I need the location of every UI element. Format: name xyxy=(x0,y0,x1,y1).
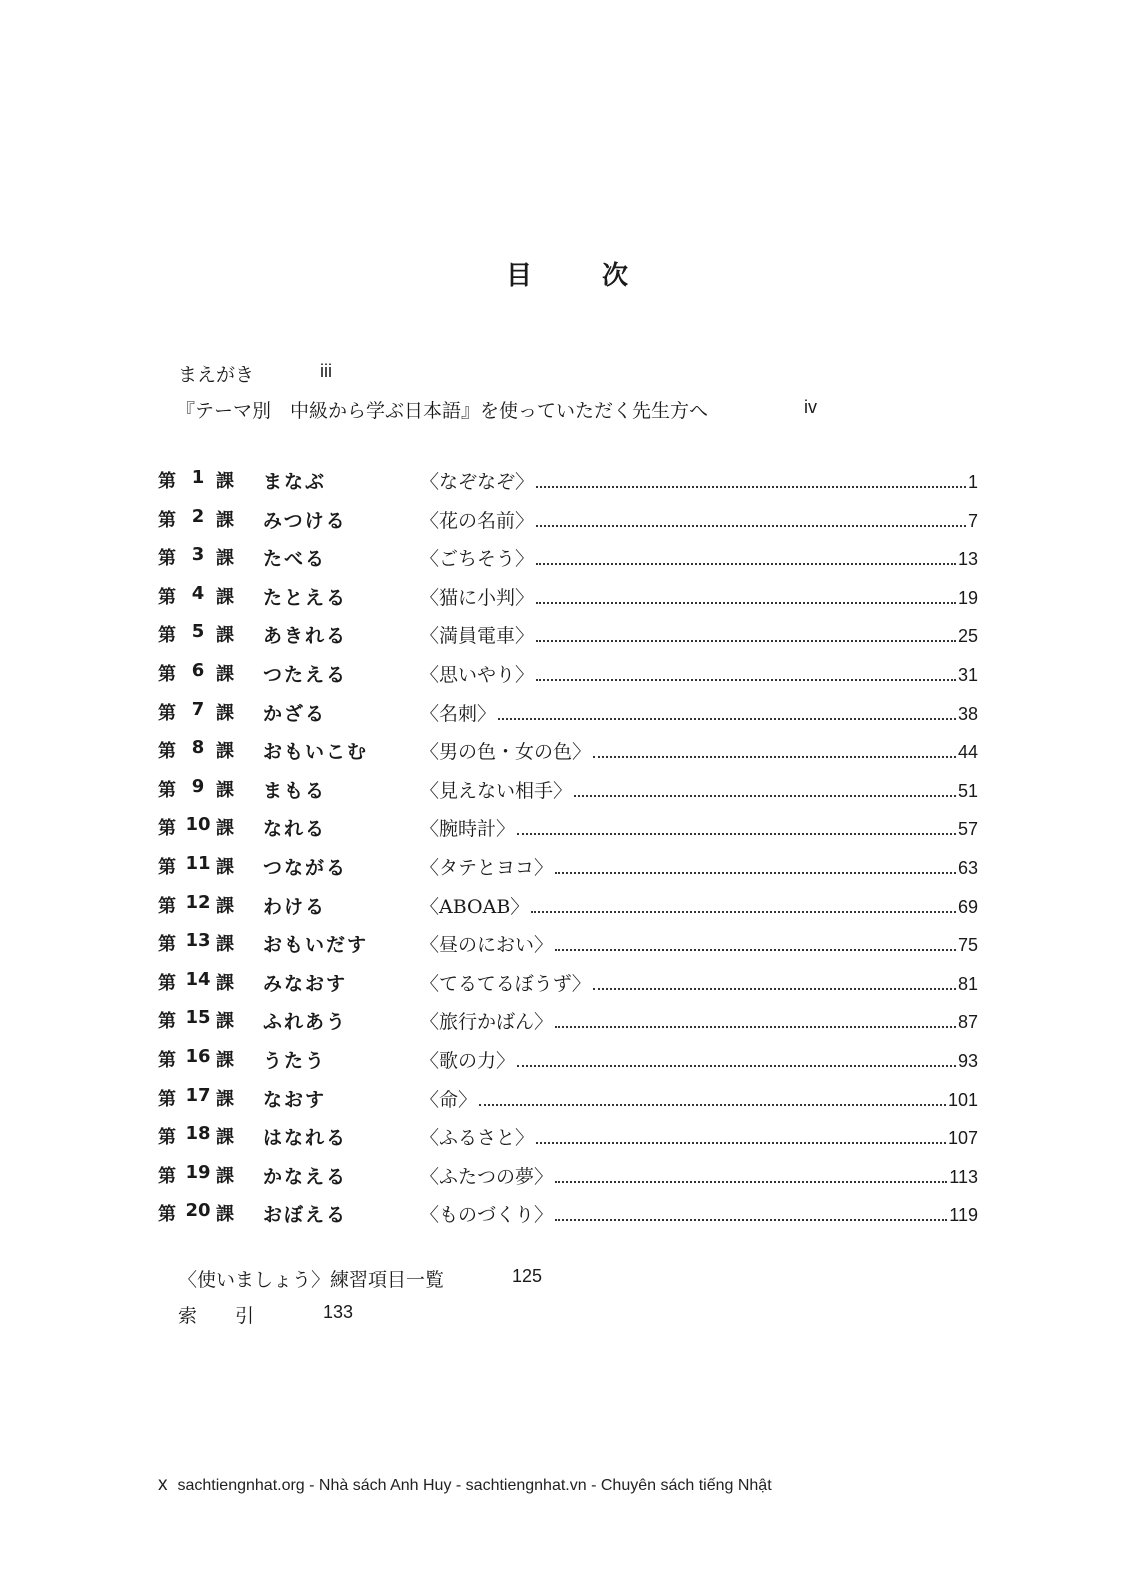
toc-row[interactable] xyxy=(158,695,978,734)
lesson-ka: 課 xyxy=(216,1165,234,1187)
lesson-ka: 課 xyxy=(216,895,234,917)
dot-leader xyxy=(536,486,966,488)
lesson-subtitle-line xyxy=(420,1200,978,1227)
lesson-ka: 課 xyxy=(216,856,234,878)
lesson-dai: 第 xyxy=(158,702,176,724)
back-matter-item[interactable] xyxy=(178,1265,543,1292)
lesson-ka: 課 xyxy=(216,586,234,608)
back-matter-page: 133 xyxy=(323,1302,354,1322)
lesson-verb: つながる xyxy=(263,856,348,879)
lesson-num: 14 xyxy=(185,968,211,990)
lesson-num: 11 xyxy=(185,852,211,874)
lesson-page: 93 xyxy=(957,1050,978,1071)
lesson-subtitle-line xyxy=(420,776,978,803)
lesson-subtitle: 〈ごちそう〉 xyxy=(420,548,535,571)
lesson-dai: 第 xyxy=(158,548,176,570)
lesson-num: 9 xyxy=(191,775,205,797)
lesson-page: 107 xyxy=(947,1128,978,1149)
dot-leader xyxy=(555,949,956,951)
front-matter-label: まえがき xyxy=(178,364,255,386)
toc-row[interactable] xyxy=(158,540,978,579)
lesson-ka: 課 xyxy=(216,625,234,647)
lesson-num: 15 xyxy=(185,1007,211,1029)
toc-row[interactable] xyxy=(158,617,978,656)
lesson-verb: まもる xyxy=(263,779,327,802)
lesson-page: 119 xyxy=(949,1205,978,1226)
back-matter-label: 索 引 xyxy=(178,1305,255,1327)
lesson-page: 44 xyxy=(957,742,978,763)
dot-leader xyxy=(536,563,956,565)
lesson-verb: みつける xyxy=(263,509,347,532)
lesson-ka: 課 xyxy=(216,1049,234,1071)
lesson-num: 20 xyxy=(185,1200,211,1222)
lesson-subtitle-line xyxy=(420,1007,978,1034)
front-matter-page: iii xyxy=(320,361,332,381)
lesson-dai: 第 xyxy=(158,856,176,878)
lesson-subtitle: 〈見えない相手〉 xyxy=(420,779,573,802)
lesson-page: 31 xyxy=(957,664,978,685)
lesson-dai: 第 xyxy=(158,818,176,840)
lesson-page: 113 xyxy=(949,1166,978,1187)
front-matter-item[interactable] xyxy=(178,360,332,387)
lesson-num: 7 xyxy=(191,698,205,720)
lesson-num: 12 xyxy=(185,891,211,913)
lesson-subtitle-line xyxy=(420,583,978,610)
lesson-verb: つたえる xyxy=(263,663,348,686)
lesson-dai: 第 xyxy=(158,1165,176,1187)
lesson-verb: おもいこむ xyxy=(263,741,369,764)
lesson-page: 51 xyxy=(957,780,978,801)
dot-leader xyxy=(517,1065,956,1067)
dot-leader xyxy=(479,1104,946,1106)
front-matter-page: iv xyxy=(804,397,817,417)
lesson-page: 75 xyxy=(957,935,978,956)
lesson-subtitle: 〈満員電車〉 xyxy=(420,625,535,648)
lesson-dai: 第 xyxy=(158,934,176,956)
lesson-subtitle: 〈なぞなぞ〉 xyxy=(420,471,535,493)
toc-row[interactable] xyxy=(158,888,978,927)
back-matter-page: 125 xyxy=(512,1266,543,1286)
toc-row[interactable] xyxy=(158,502,978,541)
lesson-num: 1 xyxy=(191,467,205,488)
lesson-num: 8 xyxy=(191,737,205,759)
lesson-subtitle-line xyxy=(420,699,978,726)
dot-leader xyxy=(593,988,956,990)
table-of-contents xyxy=(158,463,978,1235)
toc-row[interactable] xyxy=(158,1196,978,1235)
lesson-subtitle: 〈ふるさと〉 xyxy=(420,1127,535,1150)
lesson-dai: 第 xyxy=(158,509,176,531)
lesson-dai: 第 xyxy=(158,1204,176,1226)
lesson-page: 13 xyxy=(957,549,978,570)
lesson-ka: 課 xyxy=(216,1127,234,1149)
lesson-subtitle-line xyxy=(420,1123,978,1150)
lesson-page: 38 xyxy=(957,703,978,724)
lesson-num: 19 xyxy=(185,1161,211,1183)
title-char-1: 目 xyxy=(505,261,532,291)
dot-leader xyxy=(536,679,956,681)
lesson-verb: あきれる xyxy=(263,625,348,648)
lesson-verb: たとえる xyxy=(263,586,348,609)
lesson-dai: 第 xyxy=(158,586,176,608)
toc-row[interactable] xyxy=(158,1119,978,1158)
toc-row[interactable] xyxy=(158,579,978,618)
lesson-dai: 第 xyxy=(158,741,176,763)
lesson-verb: おもいだす xyxy=(263,934,369,957)
lesson-dai: 第 xyxy=(158,895,176,917)
toc-row[interactable] xyxy=(158,1081,978,1120)
lesson-ka: 課 xyxy=(216,934,234,956)
lesson-dai: 第 xyxy=(158,779,176,801)
lesson-dai: 第 xyxy=(158,972,176,994)
lesson-num: 16 xyxy=(185,1045,211,1067)
lesson-page: 57 xyxy=(957,819,978,840)
lesson-ka: 課 xyxy=(216,1011,234,1033)
lesson-verb: みなおす xyxy=(263,972,348,995)
toc-row[interactable] xyxy=(158,1158,978,1197)
lesson-ka: 課 xyxy=(216,548,234,570)
lesson-verb: はなれる xyxy=(263,1127,348,1150)
lesson-verb: わける xyxy=(263,895,327,918)
lesson-subtitle: 〈タテとヨコ〉 xyxy=(420,856,554,879)
lesson-subtitle-line xyxy=(420,1046,978,1073)
lesson-subtitle: 〈男の色・女の色〉 xyxy=(420,741,592,764)
lesson-ka: 課 xyxy=(216,702,234,724)
dot-leader xyxy=(574,795,956,797)
page-title xyxy=(0,255,1134,292)
lesson-subtitle-line xyxy=(420,544,978,571)
toc-row[interactable] xyxy=(158,733,978,772)
lesson-ka: 課 xyxy=(216,972,234,994)
lesson-subtitle: 〈旅行かばん〉 xyxy=(420,1011,554,1034)
lesson-subtitle: 〈腕時計〉 xyxy=(420,818,516,841)
lesson-num: 18 xyxy=(185,1123,211,1145)
lesson-page: 87 xyxy=(957,1012,978,1033)
title-char-2: 次 xyxy=(602,261,629,291)
lesson-subtitle: 〈てるてるぼうず〉 xyxy=(420,972,591,995)
back-matter-item[interactable] xyxy=(178,1301,354,1328)
lesson-ka: 課 xyxy=(216,509,234,531)
lesson-subtitle-line xyxy=(420,1085,978,1112)
lesson-ka: 課 xyxy=(216,1088,234,1110)
lesson-subtitle-line xyxy=(420,1162,978,1189)
dot-leader xyxy=(555,872,956,874)
toc-row[interactable] xyxy=(158,656,978,695)
dot-leader xyxy=(536,525,966,527)
lesson-subtitle-line xyxy=(420,969,978,996)
lesson-ka: 課 xyxy=(216,741,234,763)
lesson-subtitle-line xyxy=(420,892,978,919)
lesson-subtitle-line xyxy=(420,467,978,494)
lesson-subtitle: 〈猫に小判〉 xyxy=(420,586,535,609)
lesson-subtitle: 〈ふたつの夢〉 xyxy=(420,1165,554,1188)
lesson-page: 63 xyxy=(957,857,978,878)
lesson-verb: まなぶ xyxy=(263,471,327,493)
lesson-dai: 第 xyxy=(158,1127,176,1149)
lesson-subtitle: 〈昼のにおい〉 xyxy=(420,934,554,957)
lesson-num: 3 xyxy=(191,544,205,566)
lesson-ka: 課 xyxy=(216,818,234,840)
lesson-ka: 課 xyxy=(216,471,234,492)
lesson-ka: 課 xyxy=(216,1204,234,1226)
lesson-num: 5 xyxy=(191,621,205,643)
lesson-subtitle-line xyxy=(420,814,978,841)
lesson-subtitle-line xyxy=(420,737,978,764)
lesson-num: 13 xyxy=(185,930,211,952)
front-matter-item[interactable] xyxy=(176,396,817,423)
lesson-num: 10 xyxy=(185,814,211,836)
lesson-page: 81 xyxy=(957,973,978,994)
lesson-verb: かざる xyxy=(263,702,327,725)
lesson-dai: 第 xyxy=(158,471,176,492)
lesson-num: 6 xyxy=(191,659,205,681)
dot-leader xyxy=(555,1026,956,1028)
lesson-verb: ふれあう xyxy=(263,1011,348,1034)
lesson-dai: 第 xyxy=(158,1049,176,1071)
toc-row[interactable] xyxy=(158,772,978,811)
lesson-page: 1 xyxy=(967,472,978,492)
lesson-subtitle-line xyxy=(420,506,978,533)
lesson-num: 4 xyxy=(191,582,205,604)
lesson-verb: なおす xyxy=(263,1088,327,1111)
dot-leader xyxy=(555,1219,947,1221)
toc-row[interactable] xyxy=(158,849,978,888)
lesson-subtitle-line xyxy=(420,930,978,957)
lesson-page: 25 xyxy=(957,626,978,647)
footer-page-number: x xyxy=(158,1474,168,1495)
lesson-subtitle-line xyxy=(420,660,978,687)
lesson-dai: 第 xyxy=(158,663,176,685)
front-matter-label: 『テーマ別 中級から学ぶ日本語』を使っていただく先生方へ xyxy=(176,400,709,422)
lesson-num: 2 xyxy=(191,505,205,527)
lesson-subtitle-line xyxy=(420,621,978,648)
lesson-verb: たべる xyxy=(263,548,327,571)
toc-row[interactable] xyxy=(158,965,978,1004)
dot-leader xyxy=(593,756,956,758)
toc-row[interactable] xyxy=(158,810,978,849)
toc-row[interactable] xyxy=(158,1003,978,1042)
lesson-subtitle: 〈歌の力〉 xyxy=(420,1049,516,1072)
dot-leader xyxy=(536,640,956,642)
lesson-verb: かなえる xyxy=(263,1165,348,1188)
lesson-page: 7 xyxy=(967,510,978,531)
lesson-subtitle: 〈命〉 xyxy=(420,1088,478,1111)
dot-leader xyxy=(555,1181,947,1183)
toc-row[interactable] xyxy=(158,463,978,502)
footer-text: sachtiengnhat.org - Nhà sách Anh Huy - sachtiengnhat.vn - Chuyên sách tiếng Nhật xyxy=(177,1477,772,1494)
lesson-subtitle: 〈ABOAB〉 xyxy=(420,895,530,918)
lesson-page: 69 xyxy=(957,896,978,917)
lesson-verb: うたう xyxy=(263,1049,327,1072)
lesson-verb: おぼえる xyxy=(263,1204,348,1227)
back-matter-label: 〈使いましょう〉練習項目一覧 xyxy=(178,1269,445,1291)
lesson-ka: 課 xyxy=(216,779,234,801)
lesson-page: 101 xyxy=(947,1089,978,1110)
lesson-ka: 課 xyxy=(216,663,234,685)
toc-row[interactable] xyxy=(158,926,978,965)
toc-row[interactable] xyxy=(158,1042,978,1081)
lesson-page: 19 xyxy=(957,587,978,608)
page-footer xyxy=(158,1474,772,1496)
lesson-dai: 第 xyxy=(158,1011,176,1033)
dot-leader xyxy=(498,718,956,720)
lesson-subtitle: 〈思いやり〉 xyxy=(420,663,535,686)
lesson-verb: なれる xyxy=(263,818,327,841)
dot-leader xyxy=(531,911,956,913)
lesson-dai: 第 xyxy=(158,1088,176,1110)
lesson-num: 17 xyxy=(185,1084,211,1106)
lesson-subtitle: 〈花の名前〉 xyxy=(420,509,535,532)
lesson-subtitle-line xyxy=(420,853,978,880)
dot-leader xyxy=(517,833,956,835)
dot-leader xyxy=(536,1142,946,1144)
lesson-subtitle: 〈名刺〉 xyxy=(420,702,497,725)
lesson-subtitle: 〈ものづくり〉 xyxy=(420,1204,554,1227)
lesson-dai: 第 xyxy=(158,625,176,647)
dot-leader xyxy=(536,602,956,604)
